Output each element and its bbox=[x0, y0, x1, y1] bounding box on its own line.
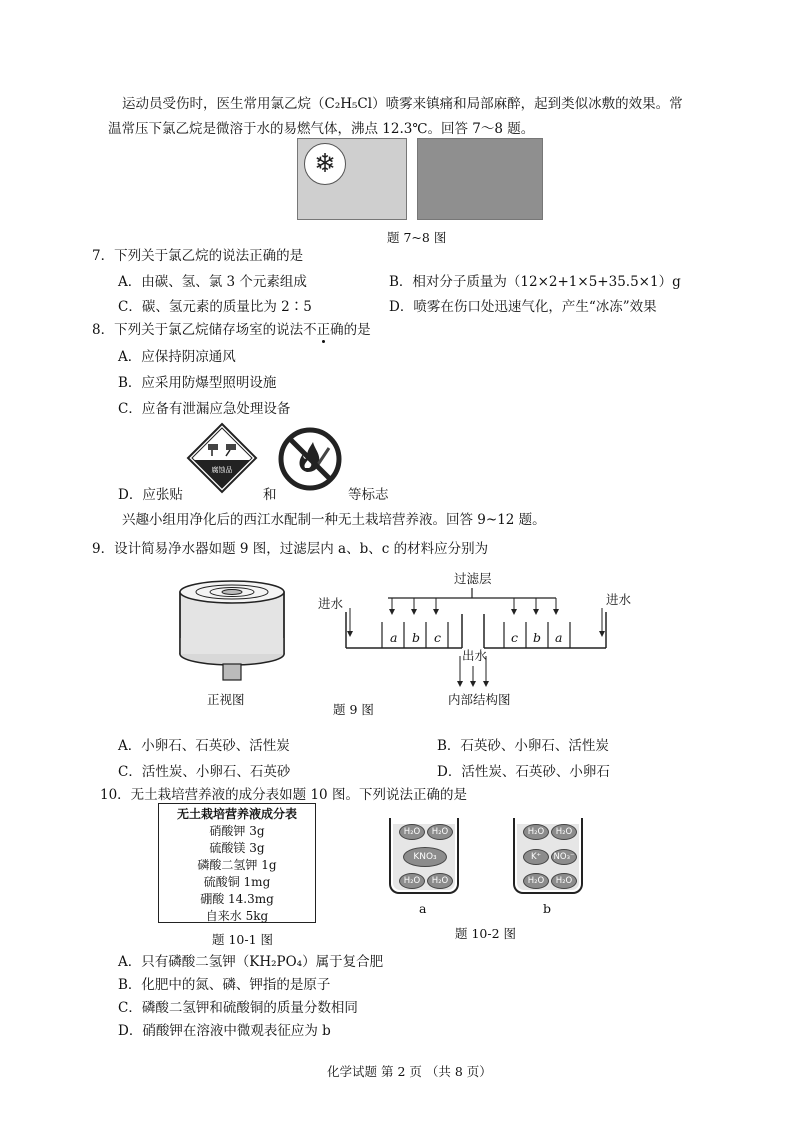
q9-label-in-left: 进水 bbox=[318, 596, 344, 611]
fig78-caption: 题 7~8 图 bbox=[387, 230, 447, 245]
q8-option-d-start: D．应张贴 bbox=[118, 487, 183, 503]
q8-option-b: B．应采用防爆型照明设施 bbox=[118, 375, 277, 391]
particle-h2o: H₂O bbox=[523, 824, 549, 840]
q9-layer-c-right: c bbox=[511, 630, 519, 645]
q7-option-d: D．喷雾在伤口处迅速气化，产生“冰冻”效果 bbox=[389, 299, 657, 315]
particle-h2o: H₂O bbox=[399, 824, 425, 840]
particle-h2o: H₂O bbox=[523, 873, 549, 889]
photo-leg-spray bbox=[297, 138, 407, 220]
intro-2: 兴趣小组用净化后的西江水配制一种无土栽培营养液。回答 9~12 题。 bbox=[122, 512, 546, 528]
q8-stem bbox=[92, 318, 371, 338]
beaker-a bbox=[389, 818, 459, 894]
particle-h2o: H₂O bbox=[427, 873, 453, 889]
corrosive-sign-text: 腐蚀品 bbox=[211, 466, 233, 474]
q7-option-c: C．碳、氢元素的质量比为 2∶5 bbox=[118, 299, 312, 315]
q9-label-out: 出水 bbox=[462, 648, 488, 663]
q9-label-front: 正视图 bbox=[207, 692, 245, 707]
q10-stem: 10．无土栽培营养液的成分表如题 10 图。下列说法正确的是 bbox=[100, 787, 467, 803]
q7-option-b: B．相对分子质量为（12×2+1×5+35.5×1）g bbox=[389, 274, 681, 290]
q9-caption: 题 9 图 bbox=[333, 702, 374, 717]
nutrient-row: 磷酸二氢钾 1g bbox=[197, 858, 277, 872]
particle-k-ion: K⁺ bbox=[523, 849, 549, 865]
q9-label-inner: 内部结构图 bbox=[448, 692, 511, 707]
q10-caption-1: 题 10-1 图 bbox=[212, 932, 274, 947]
purifier-inner-structure bbox=[316, 566, 646, 690]
purifier-front-view bbox=[176, 578, 288, 688]
nutrient-row: 硼酸 14.3mg bbox=[200, 892, 274, 906]
q8-option-d-end: 等标志 bbox=[348, 487, 389, 503]
q9-layer-a-left: a bbox=[390, 630, 398, 645]
particle-no3-ion: NO₃⁻ bbox=[551, 849, 577, 865]
q9-option-d: D．活性炭、石英砂、小卵石 bbox=[437, 764, 610, 780]
beaker-a-label: a bbox=[419, 901, 427, 916]
intro-line-2: 温常压下氯乙烷是微溶于水的易燃气体，沸点 12.3℃。回答 7～8 题。 bbox=[108, 121, 535, 137]
q8-option-a: A．应保持阴凉通风 bbox=[118, 349, 236, 365]
q10-option-a: A．只有磷酸二氢钾（KH₂PO₄）属于复合肥 bbox=[118, 954, 384, 970]
no-fire-sign-icon bbox=[277, 426, 343, 492]
q10-option-d: D．硝酸钾在溶液中微观表征应为 b bbox=[118, 1023, 331, 1039]
q8-stem-emphasis: 不正确 bbox=[303, 318, 344, 338]
q9-option-c: C．活性炭、小卵石、石英砂 bbox=[118, 764, 291, 780]
nutrient-row: 硝酸钾 3g bbox=[209, 824, 265, 838]
q9-layer-b-left: b bbox=[412, 630, 421, 645]
beaker-b-label: b bbox=[543, 901, 552, 916]
q9-label-filter: 过滤层 bbox=[454, 571, 492, 586]
snowflake-icon: ❄ bbox=[304, 143, 346, 185]
intro-line-1: 运动员受伤时，医生常用氯乙烷（C₂H₅Cl）喷雾来镇痛和局部麻醉，起到类似冰敷的效果。常 bbox=[122, 96, 683, 112]
nutrient-row: 自来水 5kg bbox=[205, 909, 269, 923]
q10-option-c: C．磷酸二氢钾和硫酸铜的质量分数相同 bbox=[118, 1000, 358, 1016]
q8-stem-start: 8．下列关于氯乙烷储存场室的说法 bbox=[92, 322, 304, 338]
q8-option-d-and: 和 bbox=[263, 487, 277, 503]
q8-option-c: C．应备有泄漏应急处理设备 bbox=[118, 401, 291, 417]
particle-h2o: H₂O bbox=[551, 824, 577, 840]
nutrient-row: 硫酸铜 1mg bbox=[203, 875, 271, 889]
nutrient-table bbox=[158, 803, 316, 923]
q9-label-in-right: 进水 bbox=[606, 592, 632, 607]
particle-h2o: H₂O bbox=[399, 873, 425, 889]
q7-stem: 7．下列关于氯乙烷的说法正确的是 bbox=[92, 248, 304, 264]
photo-athlete bbox=[417, 138, 543, 220]
corrosive-sign-icon bbox=[186, 422, 258, 494]
nutrient-table-title: 无土栽培营养液成分表 bbox=[176, 807, 297, 821]
particle-h2o: H₂O bbox=[427, 824, 453, 840]
nutrient-row: 硫酸镁 3g bbox=[209, 841, 265, 855]
q9-stem: 9．设计简易净水器如题 9 图，过滤层内 a、b、c 的材料应分别为 bbox=[92, 541, 489, 557]
page-footer: 化学试题 第 2 页 （共 8 页） bbox=[327, 1064, 492, 1079]
beaker-b bbox=[513, 818, 583, 894]
q9-layer-c-left: c bbox=[434, 630, 442, 645]
q9-layer-a-right: a bbox=[555, 630, 563, 645]
q10-caption-2: 题 10-2 图 bbox=[455, 926, 517, 941]
q10-option-b: B．化肥中的氮、磷、钾指的是原子 bbox=[118, 977, 331, 993]
q8-stem-end: 的是 bbox=[343, 322, 371, 338]
q7-option-a: A．由碳、氢、氯 3 个元素组成 bbox=[118, 274, 307, 290]
particle-kno3: KNO₃ bbox=[403, 847, 447, 867]
q9-option-b: B．石英砂、小卵石、活性炭 bbox=[437, 738, 609, 754]
q9-option-a: A．小卵石、石英砂、活性炭 bbox=[118, 738, 290, 754]
particle-h2o: H₂O bbox=[551, 873, 577, 889]
q9-layer-b-right: b bbox=[533, 630, 542, 645]
